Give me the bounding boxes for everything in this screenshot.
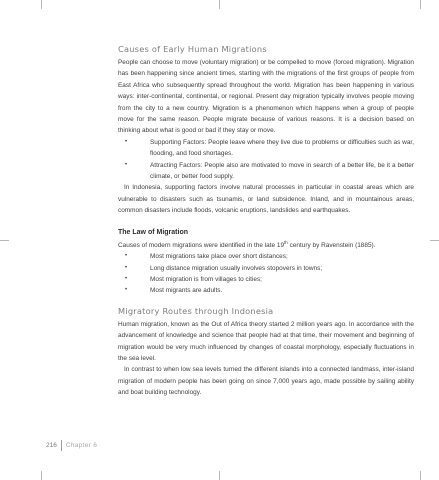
paragraph-inter-island: In contrast to when low sea levels turned the different islands into a connected landmass, inter-island migration of modern people has been going on since 7,000 years ago, made possible by sailing ability and boat building technology. [118,366,414,397]
bullet-icon: • [125,161,128,168]
list-item-text: Most migrants are adults. [150,287,223,295]
crop-mark-top-left [41,0,42,9]
list-item-law-1 [118,251,414,262]
bullet-icon: • [125,275,128,282]
bullet-icon: • [125,138,128,145]
crop-mark-top-right [420,0,421,9]
crop-mark-left-mid [0,240,9,241]
list-item-text: Most migrations take place over short distances; [150,253,288,261]
list-item-text: Supporting Factors: People leave where they live due to problems or difficulties such as war, flooding, and food shortages. [150,138,414,158]
page-number: 216 [46,440,62,451]
bullet-icon: • [125,264,128,271]
bullet-icon: • [125,287,128,294]
paragraph-migration-intro: People can choose to move (voluntary migration) or be compelled to move (forced migration). Migration has been happening since ancient times, starting with the migrations of the first groups of people from East Africa who subsequently spread throughout the world. Migration has been happening in various ways: inter-continental, continental, or regional. Present day migration typically involves people moving from the city to a new country. Migration is a phenomenon which happens when a group of people move for the same reason. People migrate because of various reasons. It is a decision based on thinking about what is good or bad if they stay or move. [118,59,414,135]
crop-mark-right-mid [430,240,439,241]
list-item-law-3 [118,274,414,285]
paragraph-indonesia-factors: In Indonesia, supporting factors involve natural processes in particular in coastal areas which are vulnerable to disasters such as tsunamis, or land subsidence. Inland, and in mountainous areas, common disasters include floods, volcanic eruptions, landslides and earthquakes. [118,184,414,215]
crop-mark-top-mid [219,0,220,9]
law-list [118,251,414,297]
list-item-text: Most migration is from villages to cities; [150,275,262,283]
paragraph-out-of-africa: Human migration, known as the Out of Africa theory started 2 million years ago. In accordance with the advancement of knowledge and science that people had at that time, their movement and beginning of migration would be very much influenced by changes of coastal morphology, especially fluctuations in the sea level. [118,320,414,362]
list-item-attracting-factors [118,160,414,183]
page-footer [46,439,97,451]
list-item-text: Attracting Factors: People also are motivated to move in search of a better life, be it a better climate, or better food supply. [150,161,414,181]
chapter-label: Chapter 6 [65,441,98,449]
crop-mark-bottom-mid [219,471,220,480]
paragraph-law-intro: Causes of modern migrations were identified in the late 19th century by Ravenstein (1885). [118,239,376,249]
bullet-icon: • [125,253,128,260]
list-item-law-4 [118,285,414,296]
crop-mark-bottom-left [41,471,42,480]
factors-list [118,137,414,183]
list-item-text: Long distance migration usually involves stopovers in towns; [150,264,323,272]
heading-causes: Causes of Early Human Migrations [118,44,267,54]
heading-migratory-routes: Migratory Routes through Indonesia [118,305,274,316]
page-body [118,44,414,399]
list-item-supporting-factors [118,137,414,160]
heading-law-of-migration: The Law of Migration [118,228,188,236]
list-item-law-2 [118,263,414,274]
crop-mark-bottom-right [420,471,421,480]
